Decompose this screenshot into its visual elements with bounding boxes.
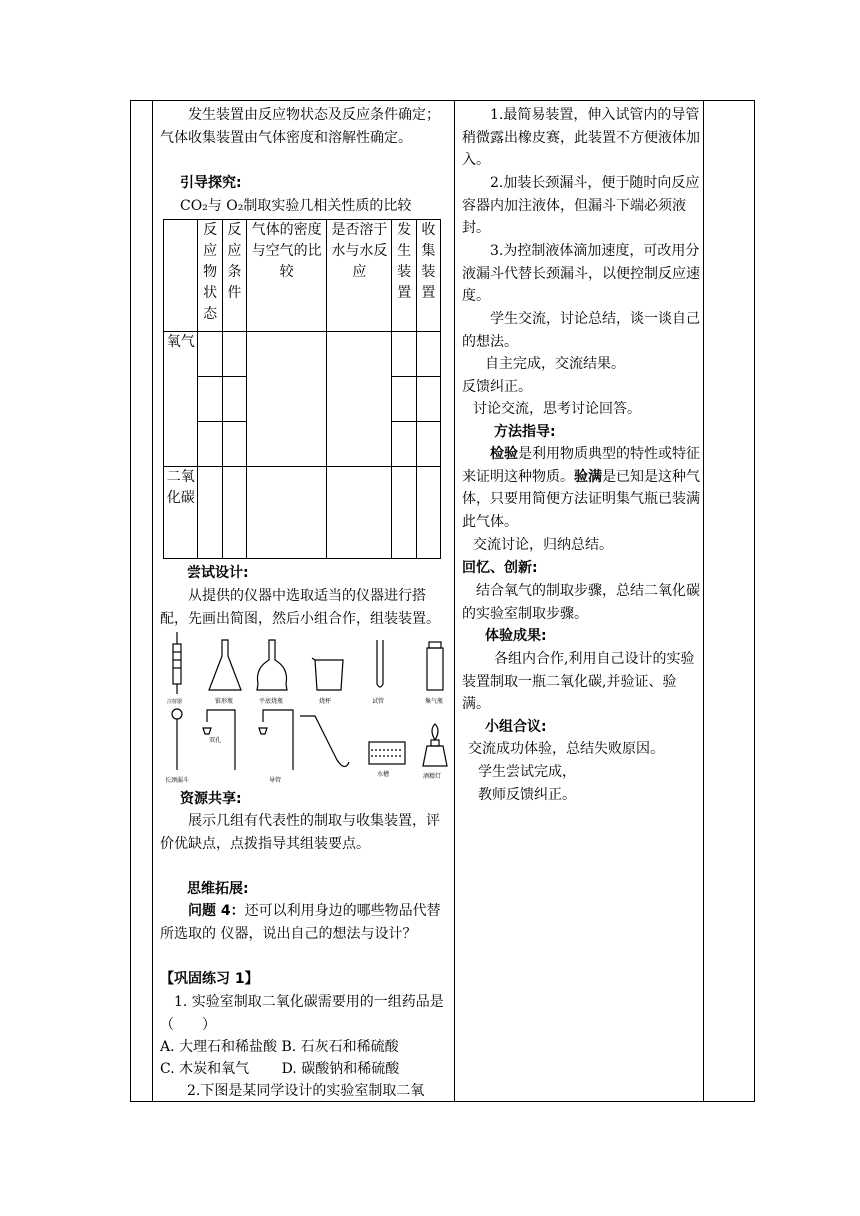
note-1: 1.最简易装置，伸入试管内的导管稍微露出橡皮赛，此装置不方便液体加入。 [462, 107, 700, 169]
practice-q1-options-cd: C. 木炭和氧气 D. 碳酸钠和稀硫酸 [160, 1061, 400, 1077]
guide-title: 引导探究: [180, 175, 242, 191]
row-label-co2: 二氧化碳 [164, 467, 198, 559]
summary-text: 交流讨论，归纳总结。 [473, 537, 613, 553]
instrument-label: 注射器 [167, 699, 183, 705]
flat-flask-icon [257, 640, 287, 690]
recall-text: 结合氧气的制取步骤，总结二氧化碳的实验室制取步骤。 [462, 583, 700, 622]
q4-label: 问题 4： [188, 903, 245, 919]
table-cell [198, 467, 222, 559]
table-cell [416, 332, 440, 377]
compare-caption: CO₂与 O₂制取实验几相关性质的比较 [180, 198, 412, 214]
column-divider [703, 100, 704, 1102]
table-cell [246, 332, 326, 467]
table-header: 反应物状态 [198, 220, 222, 332]
discuss-answer: 讨论交流，思考讨论回答。 [473, 401, 641, 417]
column-divider [454, 100, 455, 1102]
try-title: 尝试设计: [187, 565, 249, 581]
instrument-label: 酒精灯 [423, 773, 442, 780]
table-cell [198, 422, 222, 467]
share-title: 资源共享: [180, 791, 242, 807]
instrument-label: 锥形瓶 [215, 698, 234, 705]
table-cell [222, 332, 246, 377]
q4-paragraph [160, 900, 450, 945]
recall-title: 回忆、创新: [462, 560, 538, 576]
method-text [462, 443, 700, 533]
table-corner [164, 220, 198, 332]
method-term-test: 检验 [490, 446, 518, 462]
table-cell [392, 467, 416, 559]
table-cell [416, 377, 440, 422]
glass-tube-icon [259, 710, 349, 770]
result-title: 体验成果: [485, 628, 547, 644]
try-text: 从提供的仪器中选取适当的仪器进行搭配，先画出简图，然后小组合作，组装装置。 [160, 588, 440, 627]
table-cell [392, 377, 416, 422]
table-cell [327, 467, 392, 559]
practice-q2: 2.下图是某同学设计的实验室制取二氧 [187, 1083, 425, 1099]
table-header: 反应条件 [222, 220, 246, 332]
practice-title: 【巩固练习 1】 [160, 971, 259, 987]
table-cell [392, 332, 416, 377]
table-header: 气体的密度与空气的比较 [246, 220, 326, 332]
table-cell [327, 332, 392, 467]
conical-flask-icon [209, 640, 241, 690]
note-3: 3.为控制液体滴加速度，可改用分液漏斗代替长颈漏斗，以便控制反应速度。 [462, 243, 700, 305]
method-title: 方法指导: [494, 424, 556, 440]
teacher-feedback: 教师反馈纠正。 [478, 787, 576, 803]
alcohol-lamp-icon [423, 724, 447, 766]
test-tube-icon [377, 640, 383, 687]
feedback-correct: 反馈纠正。 [462, 379, 532, 395]
share-text: 展示几组有代表性的制取与收集装置，评价优缺点，点拨指导其组装要点。 [160, 813, 440, 852]
table-cell [222, 377, 246, 422]
intro-text: 发生装置由反应物状态及反应条件确定；气体收集装置由气体密度和溶解性确定。 [160, 107, 440, 146]
table-cell [392, 422, 416, 467]
table-header: 发生装置 [392, 220, 416, 332]
method-desc-full: 是已知是这种气体，只要用简便方法证明集气瓶已装满此气体。 [462, 468, 700, 530]
group-title: 小组合议: [485, 719, 547, 735]
self-complete: 自主完成，交流结果。 [485, 356, 625, 372]
instrument-label: 双孔 [209, 737, 222, 744]
table-cell [222, 422, 246, 467]
student-try: 学生尝试完成， [478, 764, 576, 780]
comparison-table [163, 219, 441, 559]
instrument-label: 水槽 [377, 771, 390, 778]
syringe-icon [173, 632, 181, 694]
instrument-label: 集气瓶 [425, 698, 444, 705]
water-trough-icon [369, 742, 405, 764]
q4-text: 还可以利用身边的哪些物品代替所选取的 仪器，说出自己的想法与设计？ [160, 903, 441, 942]
note-2: 2.加装长颈漏斗，便于随时向反应容器内加注液体，但漏斗下端必须液封。 [462, 175, 700, 237]
funnel-icon [172, 709, 182, 770]
table-cell [198, 377, 222, 422]
table-header: 是否溶于水与水反应 [327, 220, 392, 332]
practice-q1-options-ab: A. 大理石和稀盐酸 B. 石灰石和稀硫酸 [160, 1039, 399, 1055]
student-discuss: 学生交流，讨论总结，谈一谈自己的想法。 [462, 311, 700, 350]
beaker-icon [312, 658, 343, 690]
gas-jar-icon [427, 642, 443, 690]
practice-q1: 1. 实验室制取二氧化碳需要用的一组药品是（ ） [160, 994, 444, 1033]
table-cell [416, 467, 440, 559]
table-cell [246, 467, 326, 559]
column-divider [152, 100, 153, 1102]
table-cell [416, 422, 440, 467]
instrument-label: 平底烧瓶 [259, 698, 284, 705]
table-cell [198, 332, 222, 377]
table-header: 收集装置 [416, 220, 440, 332]
group-text: 交流成功体验，总结失败原因。 [468, 741, 664, 757]
instrument-label: 导管 [269, 777, 282, 784]
method-term-full: 验满 [574, 468, 602, 485]
instrument-label: 烧杯 [319, 698, 332, 705]
table-cell [222, 467, 246, 559]
method-desc-test: 是利用物质典型的特性或特征来证明这种物质。 [462, 446, 700, 485]
instrument-label: 试管 [372, 698, 385, 705]
row-label-oxygen: 氧气 [164, 332, 198, 467]
instruments-figure [165, 630, 450, 790]
think-title: 思维拓展: [187, 881, 249, 897]
instrument-label: 长颈漏斗 [165, 777, 190, 784]
result-text: 各组内合作,利用自己设计的实验装置制取一瓶二氧化碳,并验证、验满。 [462, 651, 695, 713]
